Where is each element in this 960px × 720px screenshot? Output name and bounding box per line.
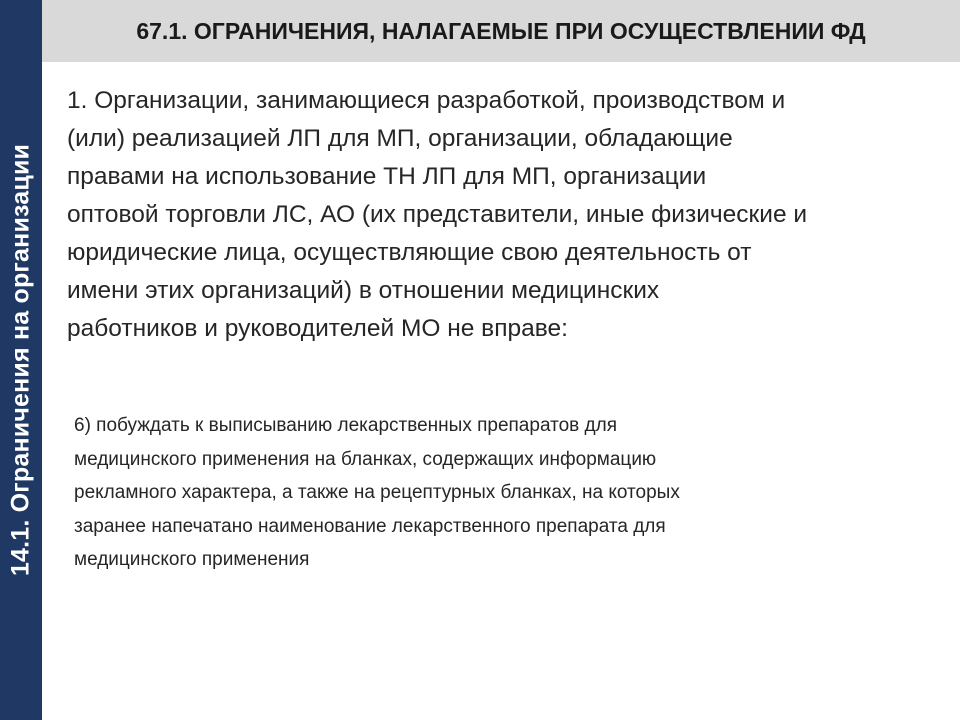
sub-paragraph [74,409,934,577]
main-paragraph-line: имени этих организаций) в отношении медицинских [67,277,660,304]
section-label: 14.1. Ограничения на организации [6,143,35,577]
main-paragraph [67,82,947,348]
main-paragraph-line: оптовой торговли ЛС, АО (их представители, иные физические и [67,201,808,228]
page-title: 67.1. ОГРАНИЧЕНИЯ, НАЛАГАЕМЫЕ ПРИ ОСУЩЕСТВЛЕНИИ ФД [136,17,866,44]
sub-paragraph-line: 6) побуждать к выписыванию лекарственных препаратов для [74,415,617,436]
main-paragraph-line: правами на использование ТН ЛП для МП, организации [67,163,707,190]
main-paragraph-line: работников и руководителей МО не вправе: [67,315,568,342]
title-bar [42,0,960,64]
main-paragraph-line: юридические лица, осуществляющие свою деятельность от [67,239,752,266]
sidebar [0,0,42,720]
sub-paragraph-line: рекламного характера, а также на рецептурных бланках, на которых [74,482,680,503]
main-paragraph-line: 1. Организации, занимающиеся разработкой, производством и [67,87,786,114]
sub-paragraph-line: медицинского применения [74,549,310,570]
sub-paragraph-line: медицинского применения на бланках, содержащих информацию [74,448,657,470]
sub-paragraph-line: заранее напечатано наименование лекарственного препарата для [74,515,666,537]
main-paragraph-line: (или) реализацией ЛП для МП, организации, обладающие [67,125,733,152]
